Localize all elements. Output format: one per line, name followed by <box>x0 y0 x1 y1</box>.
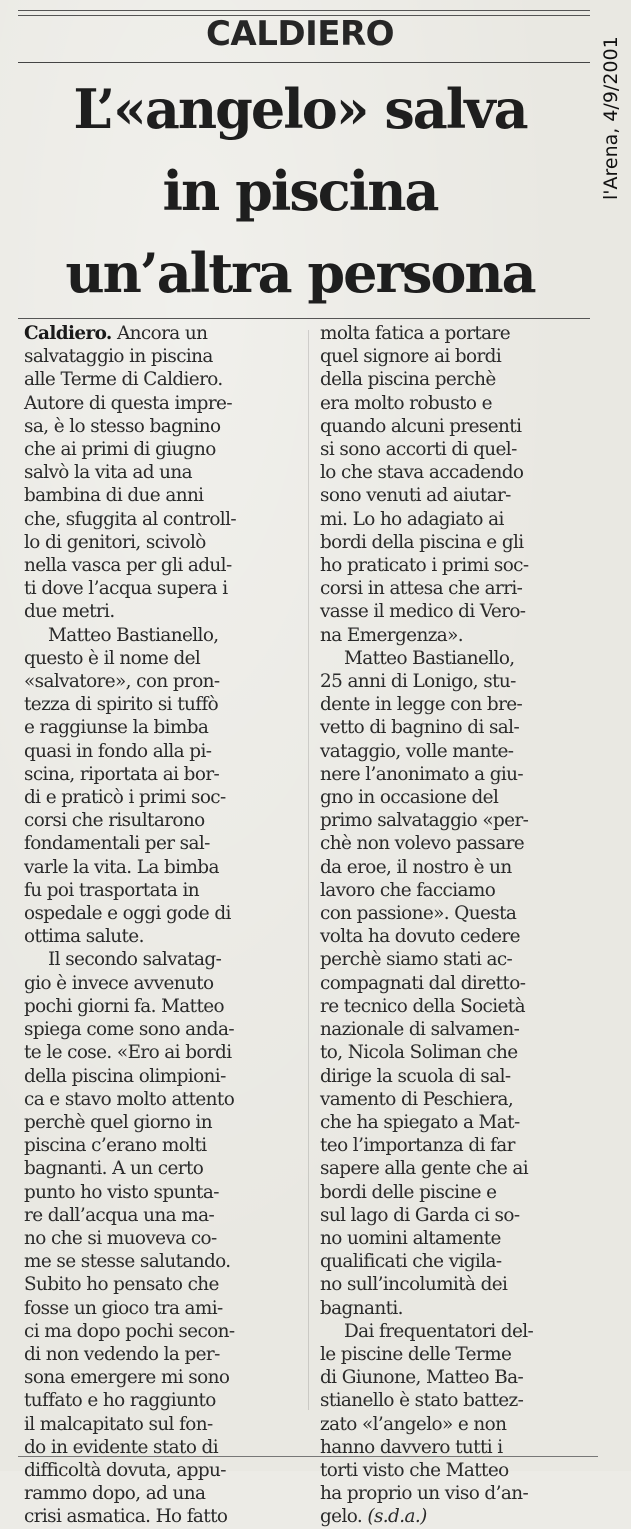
kicker-location: CALDIERO <box>205 14 395 54</box>
text-line: teo l’importanza di far <box>320 1135 515 1157</box>
text-line: hanno davvero tutti i <box>320 1436 503 1458</box>
text-line: Matteo Bastianello, <box>344 647 515 669</box>
text-line: me se stesse salutando. <box>24 1251 231 1273</box>
text-line: lo di genitori, scivolò <box>24 531 206 553</box>
text-line: «salvatore», con pron- <box>24 671 220 693</box>
text-line: chè non volevo passare <box>320 833 525 855</box>
text-line: vamento di Peschiera, <box>320 1088 514 1110</box>
text-line: re tecnico della Società <box>320 995 525 1017</box>
text-line: scina, riportata ai bor- <box>24 763 220 785</box>
source-citation: l'Arena, 4/9/2001 <box>600 36 622 200</box>
headline-divider <box>18 318 590 319</box>
text-line: ti dove l’acqua supera i <box>24 578 228 600</box>
text-line: nella vasca per gli adul- <box>24 555 232 577</box>
text-line: ho praticato i primi soc- <box>320 555 529 577</box>
text-line: zato «l’angelo» e non <box>320 1413 507 1435</box>
text-line: perchè siamo stati ac- <box>320 949 513 971</box>
text-line: le piscine delle Terme <box>320 1343 512 1365</box>
text-line: che ha spiegato a Mat- <box>320 1111 520 1133</box>
text-line: il malcapitato sul fon- <box>24 1413 213 1435</box>
text-line: sona emergere mi sono <box>24 1367 230 1389</box>
text-line: Autore di questa impre- <box>24 392 232 414</box>
text-line: quando alcuni presenti <box>320 415 522 437</box>
text-line: vataggio, volle mante- <box>320 740 514 762</box>
column-divider <box>308 330 309 1410</box>
text-line: spiega come sono anda- <box>24 1019 234 1041</box>
text-line: nazionale di salvamen- <box>320 1019 520 1041</box>
article-column-right <box>320 322 592 1529</box>
text-line: era molto robusto e <box>320 392 492 414</box>
text-line: bordi della piscina e gli <box>320 531 524 553</box>
text-line: e raggiunse la bimba <box>24 717 209 739</box>
text-line: salvataggio in piscina <box>24 346 213 368</box>
text-line: si sono accorti di quel- <box>320 439 517 461</box>
text-line: lo che stava accadendo <box>320 462 524 484</box>
text-line-content: Ancora un <box>111 323 208 344</box>
text-line: Dai frequentatori del- <box>344 1320 534 1342</box>
text-line: compagnati dal diretto- <box>320 972 526 994</box>
text-line: di e praticò i primi soc- <box>24 787 226 809</box>
text-line: stianello è stato battez- <box>320 1390 524 1412</box>
text-line: della piscina perchè <box>320 369 496 391</box>
text-line: bordi delle piscine e <box>320 1181 497 1203</box>
text-line: sono venuti ad aiutar- <box>320 485 511 507</box>
text-line: bagnanti. A un certo <box>24 1158 204 1180</box>
text-line: fu poi trasportata in <box>24 879 199 901</box>
text-line <box>320 1505 592 1528</box>
text-line: volta ha dovuto cedere <box>320 926 520 948</box>
headline-line-1: L’«angelo» salva <box>73 77 527 141</box>
text-line: salvò la vita ad una <box>24 462 192 484</box>
text-line: varle la vita. La bimba <box>24 856 219 878</box>
text-line: perchè quel giorno in <box>24 1111 212 1133</box>
text-line: punto ho visto spunta- <box>24 1181 219 1203</box>
text-line: bambina di due anni <box>24 485 204 507</box>
text-line: alle Terme di Caldiero. <box>24 369 223 391</box>
text-line: ci ma dopo pochi secon- <box>24 1320 235 1342</box>
text-line: no sull’incolumità dei <box>320 1274 508 1296</box>
text-line <box>24 322 296 345</box>
text-line-content: gelo. <box>320 1506 363 1528</box>
headline-line-2: in piscina <box>162 159 438 223</box>
text-line: vasse il medico di Vero- <box>320 601 526 623</box>
text-line: da eroe, il nostro è un <box>320 856 512 878</box>
text-line: tuffato e ho raggiunto <box>24 1390 216 1412</box>
text-line: con passione». Questa <box>320 903 517 925</box>
kicker-divider <box>18 62 590 63</box>
text-line: do in evidente stato di <box>24 1436 218 1458</box>
text-line: no uomini altamente <box>320 1227 501 1249</box>
text-line: sapere alla gente che ai <box>320 1158 529 1180</box>
text-line: quasi in fondo alla pi- <box>24 740 212 762</box>
text-line: corsi che risultarono <box>24 810 205 832</box>
text-line: che ai primi di giugno <box>24 439 216 461</box>
text-line: due metri. <box>24 601 115 623</box>
text-line: ospedale e oggi gode di <box>24 903 231 925</box>
text-line: molta fatica a portare <box>320 323 511 344</box>
text-line: sa, è lo stesso bagnino <box>24 415 221 437</box>
text-line: Subito ho pensato che <box>24 1274 219 1296</box>
text-line: re dall’acqua una ma- <box>24 1204 215 1226</box>
text-line: gio è invece avvenuto <box>24 972 214 994</box>
text-line: ha proprio un viso d’an- <box>320 1483 529 1505</box>
text-line: no che si muoveva co- <box>24 1227 217 1249</box>
text-line: na Emergenza». <box>320 624 464 646</box>
text-line: torti visto che Matteo <box>320 1459 509 1481</box>
text-line: della piscina olimpioni- <box>24 1065 226 1087</box>
text-line: dente in legge con bre- <box>320 694 523 716</box>
article-column-left <box>24 322 296 1529</box>
text-line: qualificati che vigila- <box>320 1251 502 1273</box>
text-line: questo è il nome del <box>24 647 201 669</box>
text-line: crisi asmatica. Ho fatto <box>24 1506 228 1528</box>
text-line: 25 anni di Lonigo, stu- <box>320 671 516 693</box>
text-line: vetto di bagnino di sal- <box>320 717 520 739</box>
text-line: gno in occasione del <box>320 787 499 809</box>
text-line: che, sfuggita al controll- <box>24 508 236 530</box>
text-line: tezza di spirito si tuffò <box>24 694 219 716</box>
text-line: ca e stavo molto attento <box>24 1088 235 1110</box>
text-line: bagnanti. <box>320 1297 403 1319</box>
text-line: pochi giorni fa. Matteo <box>24 995 225 1017</box>
text-line: corsi in attesa che arri- <box>320 578 523 600</box>
text-line: difficoltà dovuta, appu- <box>24 1459 226 1481</box>
text-line: Il secondo salvatag- <box>48 949 222 971</box>
text-line: piscina c’erano molti <box>24 1135 207 1157</box>
text-line: dirige la scuola di sal- <box>320 1065 511 1087</box>
dateline: Caldiero. <box>24 323 112 344</box>
text-line: mi. Lo ho adagiato ai <box>320 508 504 530</box>
bottom-border <box>18 1456 598 1457</box>
text-line: lavoro che facciamo <box>320 879 496 901</box>
text-line: ottima salute. <box>24 926 144 948</box>
text-line: Matteo Bastianello, <box>48 624 219 646</box>
text-line: di Giunone, Matteo Ba- <box>320 1367 524 1389</box>
text-line: quel signore ai bordi <box>320 346 502 368</box>
text-line: sul lago di Garda ci so- <box>320 1204 520 1226</box>
text-line: primo salvataggio «per- <box>320 810 529 832</box>
text-line: te le cose. «Ero ai bordi <box>24 1042 232 1064</box>
author-signature: (s.d.a.) <box>367 1506 427 1528</box>
headline-line-3: un’altra persona <box>65 241 535 305</box>
headline <box>0 68 600 314</box>
text-line: fosse un gioco tra ami- <box>24 1297 223 1319</box>
text-line: to, Nicola Soliman che <box>320 1042 518 1064</box>
text-line: di non vedendo la per- <box>24 1343 220 1365</box>
text-line: fondamentali per sal- <box>24 833 210 855</box>
text-line: rammo dopo, ad una <box>24 1483 206 1505</box>
text-line: nere l’anonimato a giu- <box>320 763 524 785</box>
